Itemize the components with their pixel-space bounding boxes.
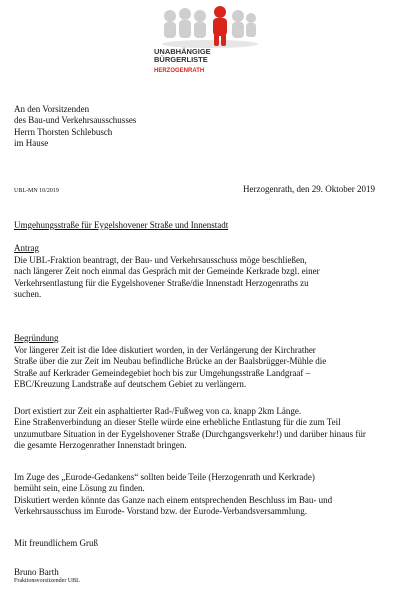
text-line: die gesamte Herzogenrather Innenstadt bringen. xyxy=(14,440,187,451)
subject-line: Umgehungsstraße für Eygelshovener Straße und Innenstadt xyxy=(14,220,229,230)
logo-line2: BÜRGERLISTE xyxy=(154,55,208,64)
text-line: Verkehrsausschuss im Eurode- Vorstand bzw. der Eurode-Verbandsversammlung. xyxy=(14,506,308,517)
recipient-address xyxy=(14,104,136,150)
begruendung-para2 xyxy=(14,406,394,452)
text-line: Verkehrsentlastung für die Eygelshovener Straße/die Innenstadt Herzogenraths zu xyxy=(14,277,309,288)
text-line: Vor längerer Zeit ist die Idee diskutiert worden, in der Verlängerung der Kirchrather xyxy=(14,345,316,355)
text-line: Im Zuge des „Eurode-Gedankens“ sollten beide Teile (Herzogenrath und Kerkrade) xyxy=(14,472,315,482)
text-line: Diskutiert werden könnte das Ganze nach einem entsprechenden Beschluss im Bau- und xyxy=(14,494,333,505)
address-line: im Hause xyxy=(14,138,49,149)
address-line: Herrn Thorsten Schlebusch xyxy=(14,126,113,137)
text-line: bemüht sein, eine Lösung zu finden. xyxy=(14,483,145,494)
signature-title: Fraktionsvorsitzender UBL xyxy=(14,578,80,584)
antrag-body xyxy=(14,255,394,301)
text-line: Dort existiert zur Zeit ein asphaltierter Rad-/Fußweg von ca. knapp 2km Länge. xyxy=(14,406,302,416)
text-line: suchen. xyxy=(14,289,42,300)
text-line: Die UBL-Fraktion beantragt, der Bau- und Verkehrsausschuss möge beschließen, xyxy=(14,255,307,265)
text-line: unzumutbare Situation in der Eygelshovener Straße (Durchgangsverkehr!) und darüber hinaus für xyxy=(14,428,366,439)
begruendung-heading: Begründung xyxy=(14,333,59,343)
text-line: Straße auf Kerkrader Gemeindegebiet hoch bis zur Umgehungsstraße Landgraaf – xyxy=(14,367,311,378)
reference-number: UBL-MN 10/2019 xyxy=(14,188,59,194)
antrag-heading: Antrag xyxy=(14,243,39,253)
logo-line3: HERZOGENRATH xyxy=(154,68,205,74)
closing-greeting: Mit freundlichem Gruß xyxy=(14,538,98,548)
begruendung-para3 xyxy=(14,472,394,518)
logo-graphic xyxy=(140,6,270,76)
text-line: EBC/Kreuzung Landstraße auf deutschem Gebiet zu verlängern. xyxy=(14,379,247,390)
crowd-figures-icon xyxy=(164,8,256,38)
ubl-logo xyxy=(140,6,270,76)
red-figure-icon xyxy=(213,6,227,46)
address-line: An den Vorsitzenden xyxy=(14,104,90,114)
text-line: Straße über die zur Zeit im Neubau befindliche Brücke an der Baalsbrügger-Mühle die xyxy=(14,356,327,367)
place-date: Herzogenrath, den 29. Oktober 2019 xyxy=(243,184,375,194)
text-line: Eine Straßenverbindung an dieser Stelle würde eine erhebliche Entlastung für die zum Teil xyxy=(14,417,341,428)
logo-line1: UNABHÄNGIGE xyxy=(154,47,211,56)
signature-name: Bruno Barth xyxy=(14,567,59,577)
address-line: des Bau-und Verkehrsausschusses xyxy=(14,115,137,126)
begruendung-para1 xyxy=(14,345,394,391)
text-line: nach längerer Zeit noch einmal das Gespräch mit der Gemeinde Kerkrade bzgl. einer xyxy=(14,266,320,277)
